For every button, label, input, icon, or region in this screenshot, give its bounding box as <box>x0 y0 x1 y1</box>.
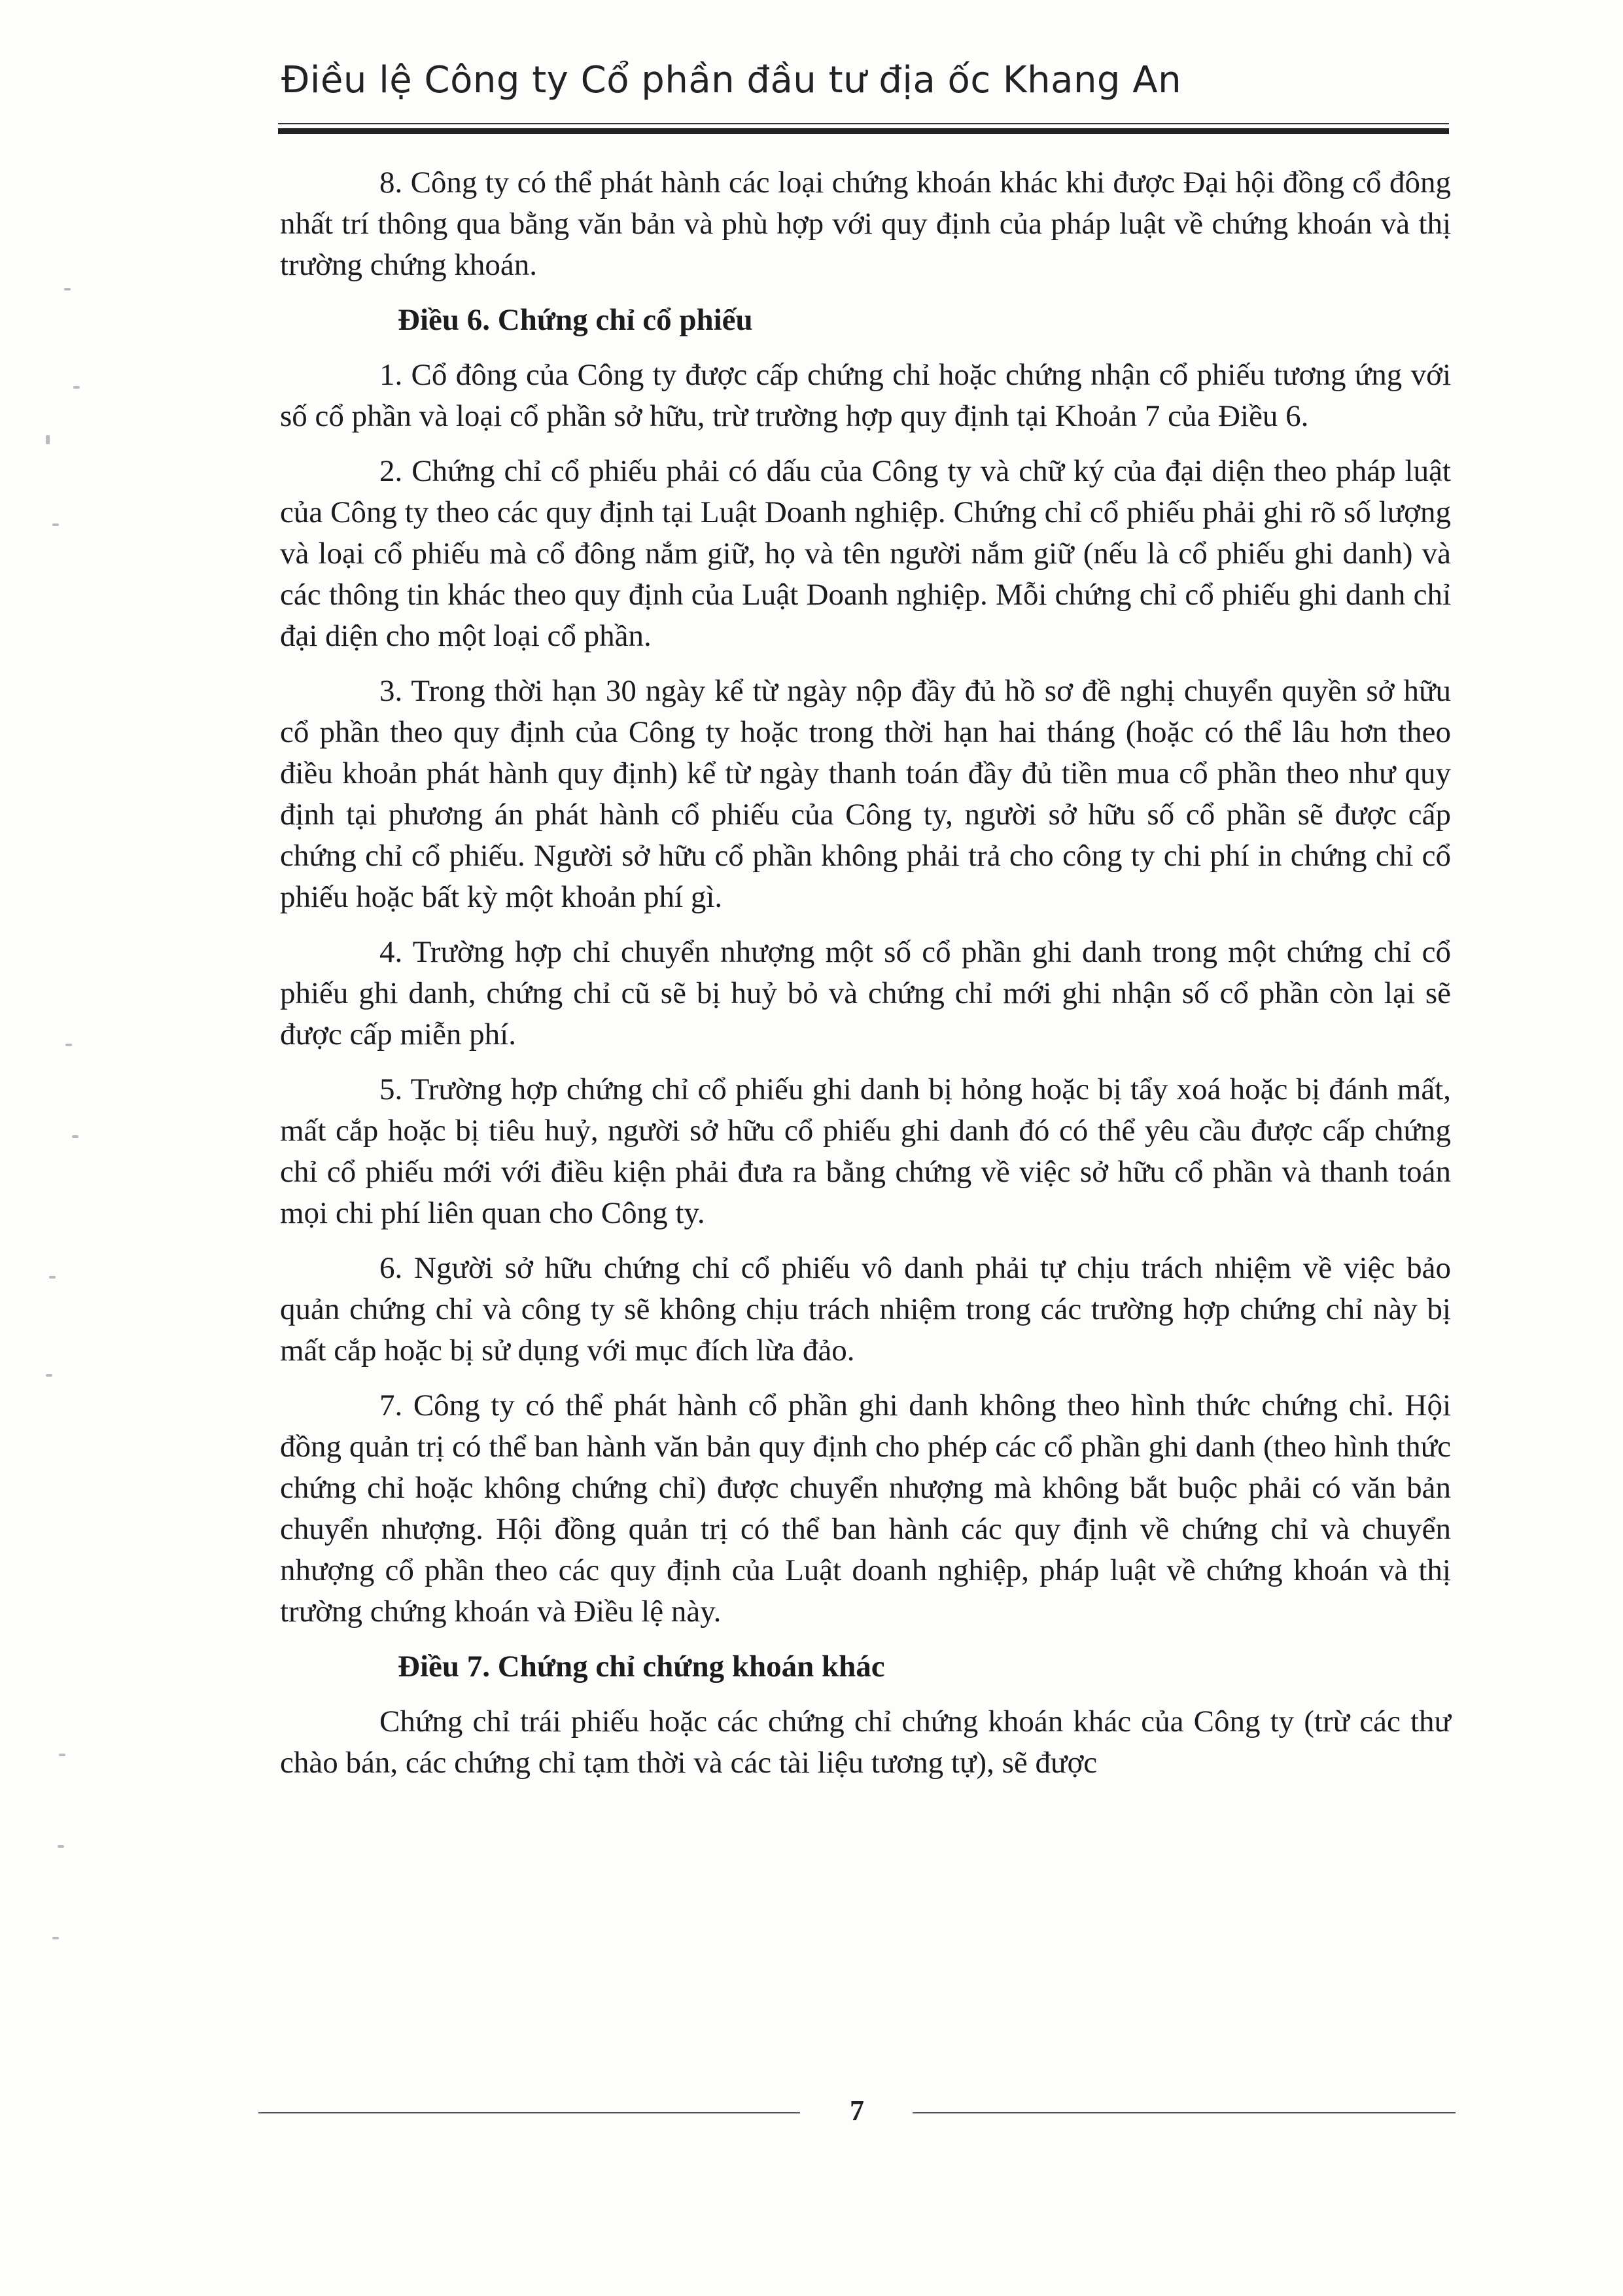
article-6-clause-3: 3. Trong thời hạn 30 ngày kể từ ngày nộp đầy đủ hồ sơ đề nghị chuyển quyền sở hữu cổ phần theo quy định của Công ty hoặc trong thời hạn hai tháng (hoặc có thể lâu hơn theo điều khoản phát hành quy định) kể từ ngày thanh toán đầy đủ tiền mua cổ phần theo như quy định tại phương án phát hành cổ phiếu của Công ty, người sở hữu số cổ phần sẽ được cấp chứng chỉ cổ phiếu. Người sở hữu cổ phần không phải trả cho công ty chi phí in chứng chỉ cổ phiếu hoặc bất kỳ một khoản phí gì. <box>280 674 1451 914</box>
scan-mark <box>46 435 50 444</box>
article-6-heading: Điều 6. Chứng chỉ cổ phiếu <box>398 303 753 337</box>
document-body <box>280 162 1451 1784</box>
article-6-clause-4: 4. Trường hợp chỉ chuyển nhượng một số cổ phần ghi danh trong một chứng chỉ cổ phiếu ghi danh, chứng chỉ cũ sẽ bị huỷ bỏ và chứng chỉ mới ghi nhận số cổ phần còn lại sẽ được cấp miễn phí. <box>280 935 1451 1051</box>
scan-mark <box>52 1937 59 1939</box>
article-6-clause-7: 7. Công ty có thể phát hành cổ phần ghi danh không theo hình thức chứng chỉ. Hội đồng quản trị có thể ban hành văn bản quy định cho phép các cổ phần ghi danh (theo hình thức chứng chỉ hoặc không chứng chỉ) được chuyển nhượng mà không bắt buộc phải có văn bản chuyển nhượng. Hội đồng quản trị có thể ban hành các quy định về chứng chỉ và chuyển nhượng cổ phần theo các quy định của Luật doanh nghiệp, pháp luật về chứng khoán và thị trường chứng khoán và Điều lệ này. <box>280 1388 1451 1629</box>
scan-mark <box>64 288 71 291</box>
running-header: Điều lệ Công ty Cổ phần đầu tư địa ốc Khang An <box>281 59 1182 101</box>
header-rule <box>278 123 1449 124</box>
header-rule-thick <box>278 128 1449 134</box>
scan-mark <box>52 523 59 526</box>
page-number: 7 <box>850 2094 864 2127</box>
article-6-clause-6: 6. Người sở hữu chứng chỉ cổ phiếu vô danh phải tự chịu trách nhiệm về việc bảo quản chứng chỉ và công ty sẽ không chịu trách nhiệm trong các trường hợp chứng chỉ này bị mất cắp hoặc bị sử dụng với mục đích lừa đảo. <box>280 1251 1451 1368</box>
article-7-heading: Điều 7. Chứng chỉ chứng khoán khác <box>398 1650 885 1684</box>
scan-mark <box>72 1135 79 1138</box>
footer-rule-left <box>258 2112 800 2113</box>
scan-mark <box>65 1044 72 1046</box>
article-6-clause-1: 1. Cổ đông của Công ty được cấp chứng chỉ hoặc chứng nhận cổ phiếu tương ứng với số cổ phần và loại cổ phần sở hữu, trừ trường hợp quy định tại Khoản 7 của Điều 6. <box>280 358 1451 433</box>
scan-mark <box>59 1754 65 1756</box>
footer-rule-right <box>913 2112 1456 2113</box>
article-6-clause-5: 5. Trường hợp chứng chỉ cổ phiếu ghi danh bị hỏng hoặc bị tẩy xoá hoặc bị đánh mất, mất cắp hoặc bị tiêu huỷ, người sở hữu cổ phiếu ghi danh đó có thể yêu cầu được cấp chứng chỉ cổ phiếu mới với điều kiện phải đưa ra bằng chứng về việc sở hữu cổ phần và thanh toán mọi chi phí liên quan cho Công ty. <box>280 1072 1451 1230</box>
scan-mark <box>46 1374 52 1377</box>
scan-mark <box>73 386 80 389</box>
scan-mark <box>58 1845 64 1848</box>
paragraph-clause-8: 8. Công ty có thể phát hành các loại chứng khoán khác khi được Đại hội đồng cổ đông nhất trí thông qua bằng văn bản và phù hợp với quy định của pháp luật về chứng khoán và thị trường chứng khoán. <box>280 166 1451 282</box>
article-7-paragraph: Chứng chỉ trái phiếu hoặc các chứng chỉ chứng khoán khác của Công ty (trừ các thư chào bán, các chứng chỉ tạm thời và các tài liệu tương tự), sẽ được <box>280 1704 1451 1780</box>
scan-mark <box>49 1276 56 1279</box>
article-6-clause-2: 2. Chứng chỉ cổ phiếu phải có dấu của Công ty và chữ ký của đại diện theo pháp luật của Công ty theo các quy định tại Luật Doanh nghiệp. Chứng chỉ cổ phiếu phải ghi rõ số lượng và loại cổ phiếu mà cổ đông nắm giữ, họ và tên người nắm giữ (nếu là cổ phiếu ghi danh) và các thông tin khác theo quy định của Luật Doanh nghiệp. Mỗi chứng chỉ cổ phiếu ghi danh chỉ đại diện cho một loại cổ phần. <box>280 454 1451 653</box>
